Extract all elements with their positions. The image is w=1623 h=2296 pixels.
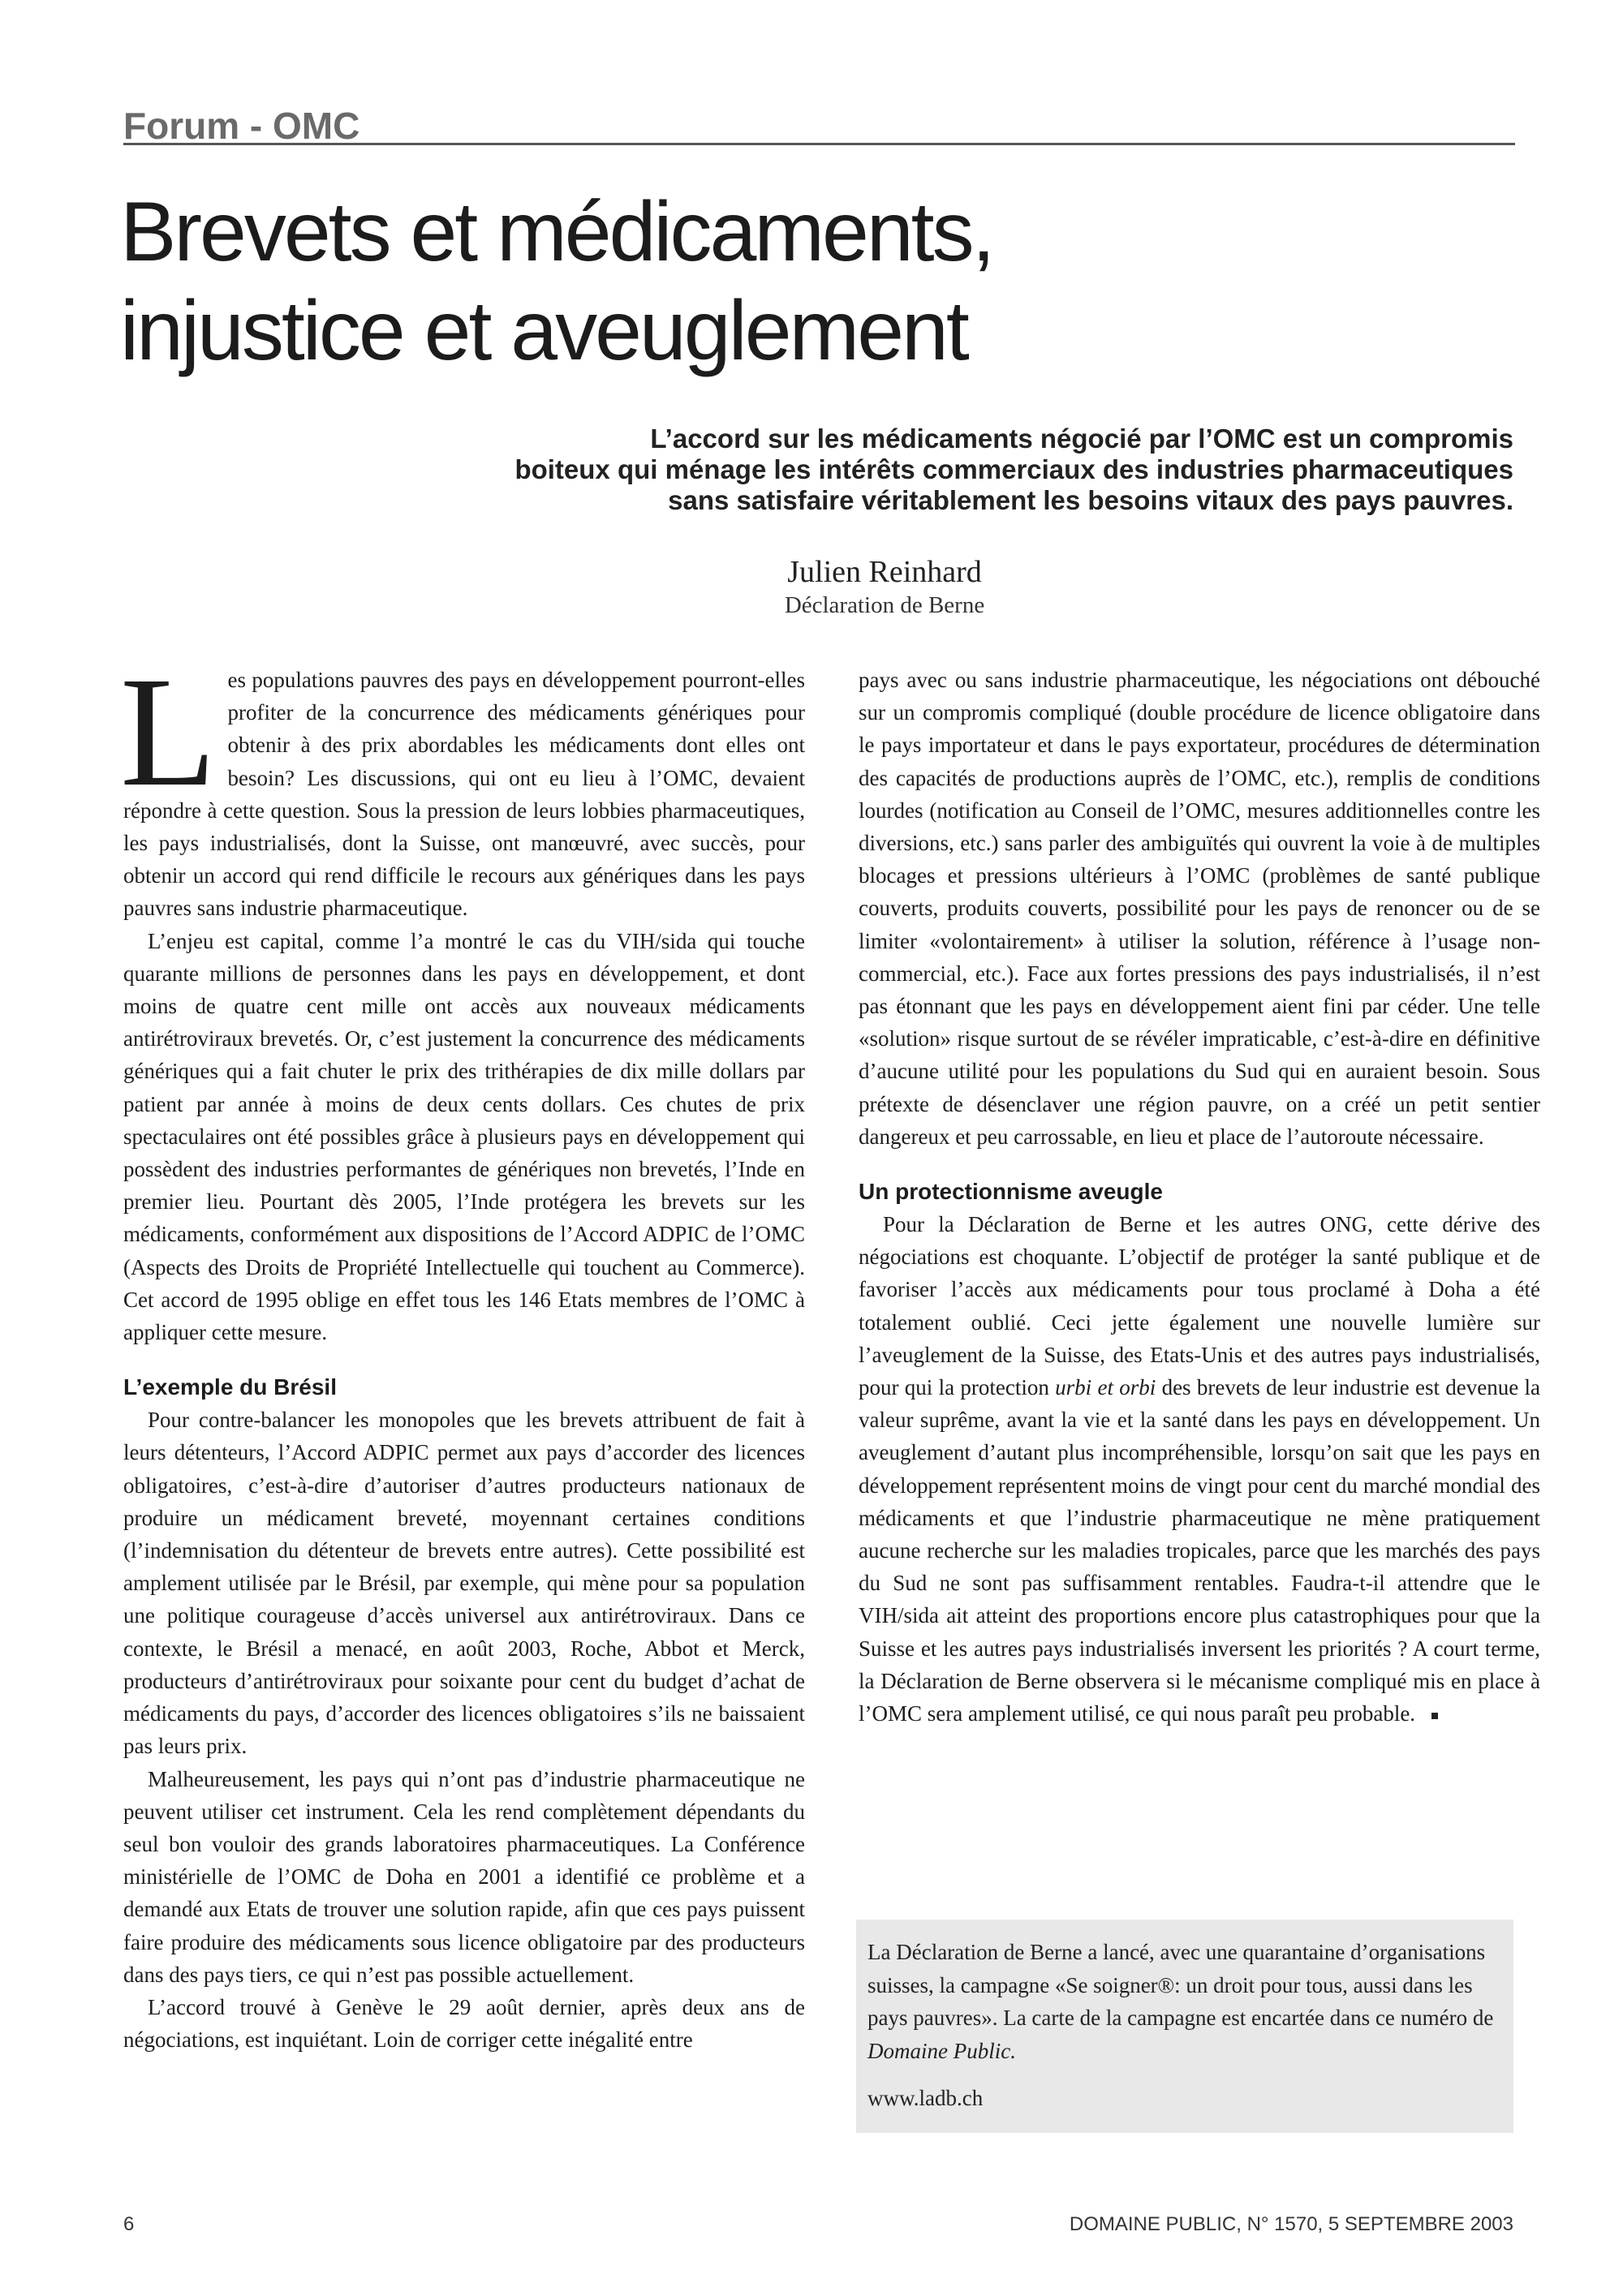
section-header: Forum - OMC: [123, 107, 1515, 145]
paragraph-4: Malheureusement, les pays qui n’ont pas d’industrie pharmaceutique ne peuvent utiliser cet instrument. Cela les rend complètement dépendants du seul bon vouloir des grands laboratoires pharmaceutiques. La Conférence ministérielle de l’OMC de Doha en 2001 a identifié ce problème et a demandé aux Etats de trouver une solution rapide, afin que ces pays puissent faire produire des médicaments sous licence obligatoire par des producteurs dans des pays tiers, ce qui n’est pas possible actuellement.: [123, 1766, 805, 1987]
paragraph-2: L’enjeu est capital, comme l’a montré le cas du VIH/sida qui touche quarante millions de personnes dans les pays en développement, et dont moins de quatre cent mille ont accès aux nouveaux médicaments antirétroviraux brevetés. Or, c’est justement la concurrence des médicaments génériques qui a fait chuter le prix des trithérapies de dix mille dollars par patient par année à moins de deux cents dollars. Ces chutes de prix spectaculaires ont été possibles grâce à plusieurs pays en développement qui possèdent des industries performantes de génériques non brevetés, l’Inde en premier lieu. Pourtant dès 2005, l’Inde protégera les brevets sur les médicaments, conformément aux dispositions de l’Accord ADPIC de l’OMC (Aspects des Droits de Propriété Intellectuelle qui touchent au Commerce). Cet accord de 1995 oblige en effet tous les 146 Etats membres de l’OMC à appliquer cette mesure.: [123, 928, 805, 1345]
byline: [568, 554, 1201, 621]
campaign-note-text: [867, 1936, 1499, 2067]
campaign-note-text-a: La Déclaration de Berne a lancé, avec une quarantaine d’organisations suisses, la campagne «Se soigner®: un droit pour tous, aussi dans les pays pauvres». La carte de la campagne est encartée dans ce numéro de: [867, 1940, 1494, 2030]
lede-line-1: L’accord sur les médicaments négocié par l’OMC est un compromis: [650, 424, 1513, 454]
paragraph-7: [859, 1208, 1540, 1730]
paragraph-6: pays avec ou sans industrie pharmaceutique, les négociations ont débouché sur un compromis compliqué (double procédure de licence obligatoire dans le pays importateur et dans le pays exportateur, procédures de détermination des capacités de productions auprès de l’OMC, etc.), remplis de conditions lourdes (notification au Conseil de l’OMC, mesures additionnelles contre les diversions, etc.) sans parler des ambiguïtés qui ouvrent la voie à de multiples blocages et pressions ultérieurs à l’OMC (problèmes de santé publique couverts, produits couverts, possibilité pour les pays de renoncer ou de se limiter «volontairement» à utiliser la solution, référence à l’usage non-commercial, etc.). Face aux fortes pressions des pays industrialisés, il n’est pas étonnant que les pays en développement aient fini par céder. Une telle «solution» risque surtout de se révéler impraticable, c’est-à-dire en définitive d’aucune utilité pour les populations du Sud qui en auraient besoin. Sous prétexte de désenclaver une région pauvre, on a créé un petit sentier dangereux et peu carrossable, en lieu et place de l’autoroute nécessaire.: [859, 668, 1540, 1149]
paragraph-1-text: es populations pauvres des pays en développement pourront-elles profiter de la concurrence des médicaments génériques pour obtenir à des prix abordables les médicaments dont elles ont besoin? Les discussions, qui ont eu lieu à l’OMC, devaient répondre à cette question. Sous la pression de leurs lobbies pharmaceutiques, les pays industrialisés, dont la Suisse, ont manœuvré, avec succès, pour obtenir un accord qui rend difficile le recours aux génériques dans les pays pauvres sans industrie pharmaceutique.: [123, 668, 805, 921]
lede-line-3: sans satisfaire véritablement les besoins vitaux des pays pauvres.: [668, 485, 1513, 515]
article-title: [120, 183, 1516, 381]
campaign-url[interactable]: www.ladb.ch: [867, 2086, 984, 2110]
body-column-right: [859, 664, 1540, 1730]
body-column-left: [120, 644, 805, 2056]
paragraph-3: Pour contre-balancer les monopoles que les brevets attribuent de fait à leurs détenteurs, l’Accord ADPIC permet aux pays d’accorder des licences obligatoires, c’est-à-dire d’autoriser d’autres producteurs nationaux de produire un médicament breveté, moyennant certaines conditions (l’indemnisation du détenteur de brevets entre autres). Cette possibilité est amplement utilisée par le Brésil, par exemple, qui mène pour sa population une politique courageuse d’accès universel aux antirétroviraux. Dans ce contexte, le Brésil a menacé, en août 2003, Roche, Abbot et Merck, producteurs d’antirétroviraux pour soixante pour cent du budget d’achat de médicaments du pays, d’accorder des licences obligatoires s’ils ne baissaient pas leurs prix.: [123, 1408, 805, 1759]
paragraph-1: [120, 644, 805, 925]
lede-line-2: boiteux qui ménage les intérêts commerciaux des industries pharmaceutiques: [514, 454, 1513, 484]
title-line-2: injustice et aveuglement: [120, 284, 967, 378]
end-of-article-mark: [1431, 1713, 1438, 1719]
paragraph-7-text-b: des brevets de leur industrie est devenue la valeur suprême, avant la vie et la santé dans les pays en développement. Un aveuglement d’autant plus incompréhensible, lorsqu’on sait que les pays en développement représentent moins de vingt pour cent du marché mondial des médicaments et que l’industrie pharmaceutique ne mène pratiquement aucune recherche sur les maladies tropicales, parce que les marchés des pays du Sud ne sont pas suffisamment rentables. Faudra-t-il attendre que le VIH/sida ait atteint des proportions encore plus catastrophiques pour que la Suisse et les autres pays industrialisés inversent les priorités ? A court terme, la Déclaration de Berne observera si le mécanisme compliqué mis en place à l’OMC sera amplement utilisé, ce qui nous paraît peu probable.: [859, 1375, 1541, 1726]
campaign-note-emphasis: Domaine Public.: [867, 2038, 1016, 2063]
article-lede: [260, 424, 1513, 516]
paragraph-7-emphasis: urbi et orbi: [1055, 1375, 1156, 1400]
title-line-1: Brevets et médicaments,: [120, 185, 993, 279]
campaign-note-box: [856, 1920, 1513, 2133]
author-affiliation: Déclaration de Berne: [784, 592, 985, 618]
page-number: 6: [123, 2213, 135, 2235]
paragraph-5: L’accord trouvé à Genève le 29 août dernier, après deux ans de négociations, est inquiétant. Loin de corriger cette inégalité entre: [123, 1994, 805, 2053]
paragraph-7-text-a: Pour la Déclaration de Berne et les autres ONG, cette dérive des négociations est choquante. L’objectif de protéger la santé publique et de favoriser l’accès aux médicaments pour tous proclamé à Doha a été totalement oublié. Ceci jette également une nouvelle lumière sur l’aveuglement de la Suisse, des Etats-Unis et des autres pays industrialisés, pour qui la protection: [859, 1212, 1540, 1400]
subheading-bresil: L’exemple du Brésil: [123, 1374, 337, 1400]
drop-cap: L: [120, 644, 217, 819]
author-name: Julien Reinhard: [787, 555, 982, 589]
publication-info: DOMAINE PUBLIC, N° 1570, 5 SEPTEMBRE 2003: [1069, 2213, 1513, 2235]
subheading-protectionnisme: Un protectionnisme aveugle: [859, 1179, 1163, 1205]
